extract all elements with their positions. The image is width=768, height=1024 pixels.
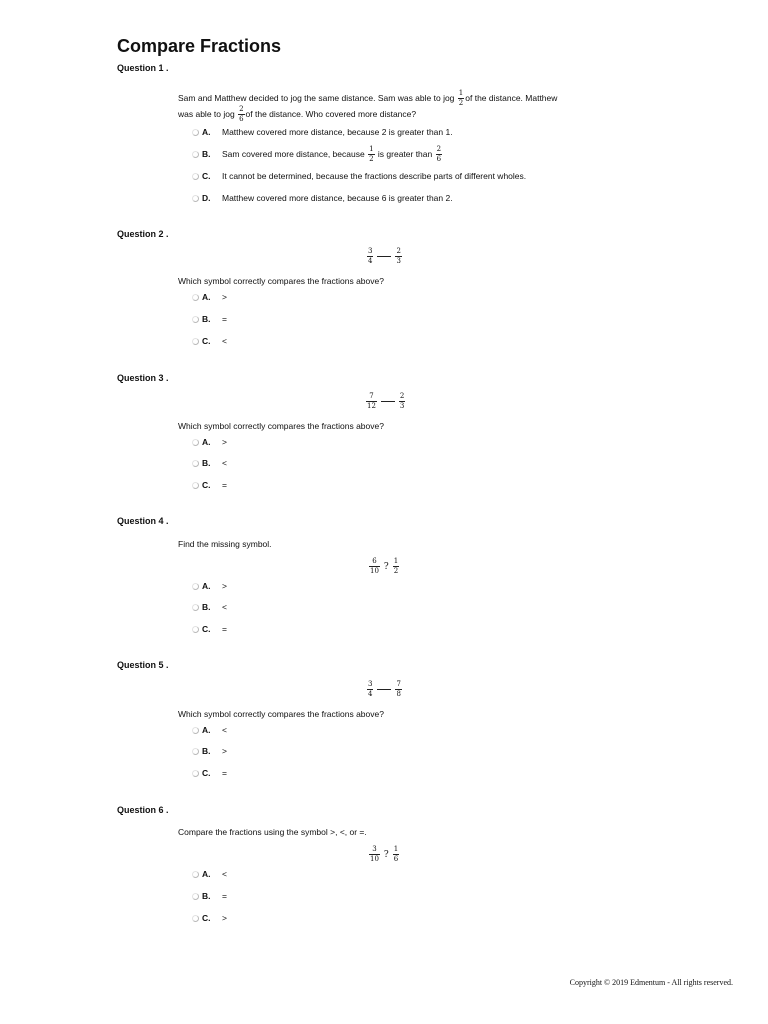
- question-4-option-c[interactable]: [192, 623, 227, 635]
- fraction-right: [395, 248, 401, 265]
- question-1-text: of the distance. Who covered more distance?: [245, 109, 417, 119]
- question-1-option-c[interactable]: [192, 170, 526, 182]
- question-5-expression: [366, 681, 403, 698]
- fraction-numerator: 1: [458, 89, 464, 98]
- option-text: =: [222, 624, 227, 634]
- option-text: =: [222, 314, 227, 324]
- question-1-option-a[interactable]: [192, 126, 453, 138]
- fraction-left: [367, 681, 373, 698]
- comparison-blank: [377, 256, 391, 257]
- question-1-text-line-2: [178, 106, 416, 123]
- question-3-option-c[interactable]: [192, 479, 227, 491]
- option-letter: D.: [202, 193, 211, 203]
- missing-symbol: ?: [383, 561, 389, 572]
- option-letter: C.: [202, 171, 211, 181]
- radio-button[interactable]: [192, 460, 199, 467]
- question-2-label: Question 2 .: [117, 229, 169, 239]
- fraction-two-sixths: [436, 146, 442, 163]
- question-5-option-a[interactable]: [192, 724, 227, 736]
- question-1-text: Sam and Matthew decided to jog the same distance. Sam was able to jog: [178, 93, 455, 103]
- fraction-denominator: 8: [396, 690, 401, 698]
- question-2-option-c[interactable]: [192, 335, 227, 347]
- fraction-denominator: 3: [399, 402, 405, 410]
- fraction-denominator: 4: [368, 257, 373, 265]
- fraction-numerator: 1: [393, 845, 399, 853]
- option-letter: B.: [202, 891, 211, 901]
- option-text: >: [222, 913, 227, 923]
- fraction-denominator: 6: [393, 855, 399, 863]
- option-letter: A.: [202, 581, 211, 591]
- question-5-option-c[interactable]: [192, 767, 227, 779]
- comparison-blank: [377, 689, 391, 690]
- question-4-option-a[interactable]: [192, 580, 227, 592]
- fraction-right: [393, 558, 399, 575]
- page-title: Compare Fractions: [117, 36, 282, 56]
- fraction-numerator: 2: [396, 247, 401, 255]
- question-1-option-d[interactable]: [192, 192, 453, 204]
- radio-button[interactable]: [192, 583, 199, 590]
- option-letter: B.: [202, 314, 211, 324]
- radio-button[interactable]: [192, 195, 199, 202]
- option-text: >: [222, 292, 227, 302]
- fraction-left: [369, 558, 380, 575]
- option-letter: A.: [202, 127, 211, 137]
- radio-button[interactable]: [192, 893, 199, 900]
- fraction-numerator: 2: [239, 105, 244, 114]
- question-6-label: Question 6 .: [117, 805, 169, 815]
- radio-button[interactable]: [192, 316, 199, 323]
- fraction-denominator: 4: [368, 690, 373, 698]
- option-text: <: [222, 869, 227, 879]
- question-3-option-b[interactable]: [192, 457, 227, 469]
- option-letter: B.: [202, 602, 211, 612]
- option-text: >: [222, 437, 227, 447]
- question-2-option-b[interactable]: [192, 313, 227, 325]
- question-5-option-b[interactable]: [192, 745, 227, 757]
- option-letter: B.: [202, 458, 211, 468]
- radio-button[interactable]: [192, 604, 199, 611]
- option-text: =: [222, 891, 227, 901]
- fraction-right: [399, 393, 405, 410]
- question-3-prompt: Which symbol correctly compares the fractions above?: [178, 421, 384, 431]
- option-letter: C.: [202, 913, 211, 923]
- question-4-label: Question 4 .: [117, 516, 169, 526]
- comparison-blank: [381, 401, 395, 402]
- option-text: [222, 146, 443, 163]
- question-4-option-b[interactable]: [192, 601, 227, 613]
- fraction-numerator: 7: [396, 680, 401, 688]
- option-letter: A.: [202, 292, 211, 302]
- fraction-numerator: 1: [369, 144, 374, 153]
- radio-button[interactable]: [192, 727, 199, 734]
- fraction-right: [395, 681, 401, 698]
- fraction-numerator: 6: [372, 557, 377, 565]
- question-4-expression: [368, 558, 400, 575]
- option-letter: B.: [202, 746, 211, 756]
- option-text: Matthew covered more distance, because 2 is greater than 1.: [222, 127, 453, 137]
- option-text: >: [222, 581, 227, 591]
- radio-button[interactable]: [192, 482, 199, 489]
- question-6-prompt: Compare the fractions using the symbol >, <, or =.: [178, 827, 367, 837]
- option-text: Matthew covered more distance, because 6 is greater than 2.: [222, 193, 453, 203]
- fraction-numerator: 2: [399, 392, 405, 400]
- option-text: >: [222, 746, 227, 756]
- radio-button[interactable]: [192, 173, 199, 180]
- fraction-denominator: 10: [370, 855, 379, 863]
- radio-button[interactable]: [192, 770, 199, 777]
- question-5-prompt: Which symbol correctly compares the fractions above?: [178, 709, 384, 719]
- option-text: =: [222, 480, 227, 490]
- radio-button[interactable]: [192, 439, 199, 446]
- option-text: <: [222, 725, 227, 735]
- radio-button[interactable]: [192, 151, 199, 158]
- option-letter: C.: [202, 768, 211, 778]
- option-letter: A.: [202, 437, 211, 447]
- question-1-text-line-1: [178, 90, 557, 107]
- option-text: =: [222, 768, 227, 778]
- question-5-label: Question 5 .: [117, 660, 169, 670]
- question-1-text: of the distance. Matthew: [465, 93, 558, 103]
- fraction-left: [367, 248, 373, 265]
- option-text: It cannot be determined, because the fractions describe parts of different wholes.: [222, 171, 527, 181]
- radio-button[interactable]: [192, 338, 199, 345]
- fraction-numerator: 2: [436, 144, 442, 153]
- question-2-expression: [366, 248, 403, 265]
- fraction-numerator: 3: [368, 247, 373, 255]
- option-text: <: [222, 336, 227, 346]
- fraction-one-half: [368, 146, 374, 163]
- question-3-expression: [365, 393, 406, 410]
- option-text: <: [222, 602, 227, 612]
- fraction-denominator: 2: [369, 154, 374, 163]
- fraction-numerator: 7: [369, 392, 374, 400]
- fraction-denominator: 12: [367, 402, 376, 410]
- question-1-text: was able to jog: [178, 109, 235, 119]
- radio-button[interactable]: [192, 871, 199, 878]
- fraction-denominator: 6: [239, 115, 244, 124]
- option-letter: A.: [202, 725, 211, 735]
- question-3-label: Question 3 .: [117, 373, 169, 383]
- fraction-denominator: 3: [396, 257, 401, 265]
- radio-button[interactable]: [192, 129, 199, 136]
- question-6-expression: [368, 846, 400, 863]
- fraction-denominator: 2: [458, 99, 464, 108]
- question-4-prompt: Find the missing symbol.: [178, 539, 272, 549]
- radio-button[interactable]: [192, 915, 199, 922]
- fraction-left: [366, 393, 377, 410]
- question-3-option-a[interactable]: [192, 436, 227, 448]
- option-text-part: is greater than: [377, 148, 433, 159]
- question-1-option-b[interactable]: [192, 144, 443, 163]
- radio-button[interactable]: [192, 294, 199, 301]
- option-text-part: Sam covered more distance, because: [222, 148, 365, 159]
- option-letter: C.: [202, 480, 211, 490]
- fraction-left: [369, 846, 380, 863]
- radio-button[interactable]: [192, 626, 199, 633]
- question-6-option-c[interactable]: [192, 912, 227, 924]
- option-letter: A.: [202, 869, 211, 879]
- question-2-prompt: Which symbol correctly compares the fractions above?: [178, 276, 384, 286]
- option-letter: B.: [202, 149, 211, 159]
- fraction-numerator: 1: [393, 557, 399, 565]
- missing-symbol: ?: [383, 849, 389, 860]
- option-letter: C.: [202, 624, 211, 634]
- fraction-denominator: 6: [436, 154, 442, 163]
- option-text: <: [222, 458, 227, 468]
- question-6-option-b[interactable]: [192, 890, 227, 902]
- fraction-denominator: 2: [393, 567, 399, 575]
- question-1-label: Question 1 .: [117, 63, 169, 73]
- question-6-option-a[interactable]: [192, 868, 227, 880]
- fraction-numerator: 3: [368, 680, 373, 688]
- fraction-denominator: 10: [370, 567, 379, 575]
- radio-button[interactable]: [192, 748, 199, 755]
- fraction-one-half: [458, 90, 464, 107]
- copyright-footer: Copyright © 2019 Edmentum - All rights reserved.: [569, 978, 733, 987]
- fraction-right: [393, 846, 399, 863]
- fraction-numerator: 3: [372, 845, 377, 853]
- option-letter: C.: [202, 336, 211, 346]
- question-2-option-a[interactable]: [192, 291, 227, 303]
- fraction-two-sixths: [238, 106, 244, 123]
